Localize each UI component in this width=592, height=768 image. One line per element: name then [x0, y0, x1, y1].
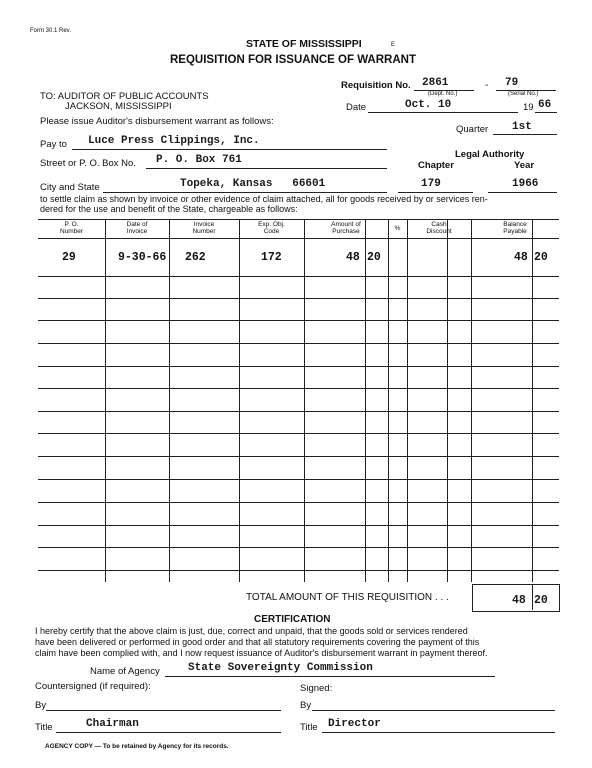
- requisition-label: Requisition No.: [341, 80, 411, 91]
- chapter-line: [398, 192, 473, 193]
- col-divider: [532, 220, 533, 582]
- hdr-date: Date of Invoice: [126, 221, 148, 235]
- total-label: TOTAL AMOUNT OF THIS REQUISITION . . .: [246, 592, 449, 603]
- row-rule: [38, 366, 559, 367]
- pay-to-label: Pay to: [40, 139, 67, 150]
- col-divider: [105, 220, 106, 582]
- date-value: Oct. 10: [405, 99, 452, 111]
- hdr-invoice: Invoice Number: [192, 221, 216, 235]
- date-label: Date: [346, 102, 367, 113]
- dept-caption: (Dept. No.): [428, 91, 458, 97]
- quarter-label: Quarter: [456, 124, 489, 135]
- corner-mark: E: [391, 42, 396, 48]
- row-po: 29: [62, 251, 76, 264]
- row-rule: [38, 570, 559, 571]
- col-divider: [407, 220, 408, 582]
- by-right-line: [312, 710, 555, 711]
- street-label: Street or P. O. Box No.: [40, 158, 136, 169]
- agency-line: [165, 676, 495, 677]
- hdr-amount: Amount of Purchase: [331, 221, 361, 235]
- by-right-label: By: [300, 700, 312, 711]
- line-items-table: [38, 219, 559, 582]
- row-rule: [38, 343, 559, 344]
- row-invoice: 262: [185, 251, 206, 264]
- pay-to-line: [72, 149, 387, 150]
- date-year: 66: [538, 99, 552, 111]
- serial-caption: (Serial No.): [508, 91, 539, 97]
- please-issue-text: Please issue Auditor's disbursement warrant as follows:: [40, 116, 274, 127]
- form-title: REQUISITION FOR ISSUANCE OF WARRANT: [170, 54, 416, 66]
- title-left-label: Title: [35, 722, 53, 733]
- row-rule: [38, 320, 559, 321]
- title-left-value: Chairman: [86, 718, 139, 730]
- row-balance-cents: 20: [534, 251, 548, 264]
- street-value: P. O. Box 761: [156, 154, 242, 166]
- footer-note: AGENCY COPY — To be retained by Agency for its records.: [45, 743, 229, 750]
- col-divider: [447, 220, 448, 582]
- col-divider: [365, 220, 366, 582]
- title-left-line: [56, 732, 281, 733]
- city-line: [103, 192, 387, 193]
- to-line-1: TO: AUDITOR OF PUBLIC ACCOUNTS: [40, 91, 209, 102]
- row-rule: [38, 525, 559, 526]
- city-label: City and State: [40, 182, 100, 193]
- row-rule: [38, 276, 559, 277]
- row-rule: [38, 298, 559, 299]
- total-dollars: 48: [512, 594, 526, 607]
- year-line: [488, 192, 557, 193]
- to-line-2: JACKSON, MISSISSIPPI: [65, 101, 172, 112]
- row-balance-dollars: 48: [514, 251, 528, 264]
- total-divider: [532, 584, 533, 610]
- row-date: 9-30-66: [118, 251, 167, 264]
- title-right-line: [322, 732, 555, 733]
- date-century: 19: [523, 102, 534, 113]
- certification-line-2: have been delivered or performed in good order and that all statutory requirements covering the payment of this: [35, 637, 480, 647]
- year-label: Year: [514, 160, 535, 171]
- form-number: Form 30.1 Rev.: [30, 28, 71, 34]
- quarter-line: [493, 134, 557, 135]
- state-title: STATE OF MISSISSIPPI: [246, 38, 362, 50]
- agency-label: Name of Agency: [90, 666, 160, 677]
- chapter-value: 179: [421, 178, 441, 190]
- row-amount-dollars: 48: [346, 251, 360, 264]
- date-year-line: [535, 112, 557, 113]
- by-left-line: [46, 710, 281, 711]
- title-right-value: Director: [328, 718, 381, 730]
- total-cents: 20: [534, 594, 548, 607]
- certification-title: CERTIFICATION: [254, 614, 331, 625]
- pay-to-value: Luce Press Clippings, Inc.: [88, 135, 260, 147]
- serial-no: 79: [505, 77, 519, 89]
- street-line: [146, 168, 387, 169]
- dept-no: 2861: [422, 77, 449, 89]
- chapter-label: Chapter: [418, 160, 454, 171]
- col-divider: [388, 220, 389, 582]
- hdr-percent: %: [394, 225, 401, 232]
- by-left-label: By: [35, 700, 47, 711]
- hdr-exp: Exp. Obj. Code: [258, 221, 285, 235]
- certification-line-1: I hereby certify that the above claim is just, due, correct and unpaid, that the goods sold or services rendered: [35, 626, 468, 636]
- legal-authority-label: Legal Authority: [455, 149, 525, 160]
- col-divider: [471, 220, 472, 582]
- col-divider: [239, 220, 240, 582]
- signed-label: Signed:: [300, 683, 333, 694]
- settle-text-1: to settle claim as shown by invoice or other evidence of claim attached, all for goods received by or services ren-: [40, 194, 488, 204]
- hdr-balance: Balance Payable: [503, 221, 527, 235]
- row-exp-code: 172: [261, 251, 282, 264]
- row-rule: [38, 411, 559, 412]
- row-rule: [38, 433, 559, 434]
- row-rule: [38, 502, 559, 503]
- year-value: 1966: [512, 178, 539, 190]
- row-rule: [38, 479, 559, 480]
- agency-value: State Sovereignty Commission: [188, 662, 373, 674]
- quarter-value: 1st: [512, 121, 532, 133]
- row-amount-cents: 20: [367, 251, 381, 264]
- hdr-po: P. O. Number: [59, 221, 84, 235]
- header-rule: [38, 238, 559, 239]
- certification-line-3: claim have been complied with, and I now request issuance of Auditor's disbursement warrant in payment thereof.: [35, 648, 488, 658]
- settle-text-2: dered for the use and benefit of the State, chargeable as follows:: [40, 204, 298, 214]
- hdr-cash-discount: Cash Discount: [426, 221, 452, 235]
- city-value: Topeka, Kansas 66601: [180, 178, 326, 190]
- title-right-label: Title: [300, 722, 318, 733]
- col-divider: [304, 220, 305, 582]
- row-rule: [38, 388, 559, 389]
- requisition-dash: -: [485, 80, 489, 91]
- row-rule: [38, 547, 559, 548]
- col-divider: [169, 220, 170, 582]
- countersigned-label: Countersigned (if required):: [35, 681, 151, 692]
- date-line: [368, 112, 518, 113]
- row-rule: [38, 456, 559, 457]
